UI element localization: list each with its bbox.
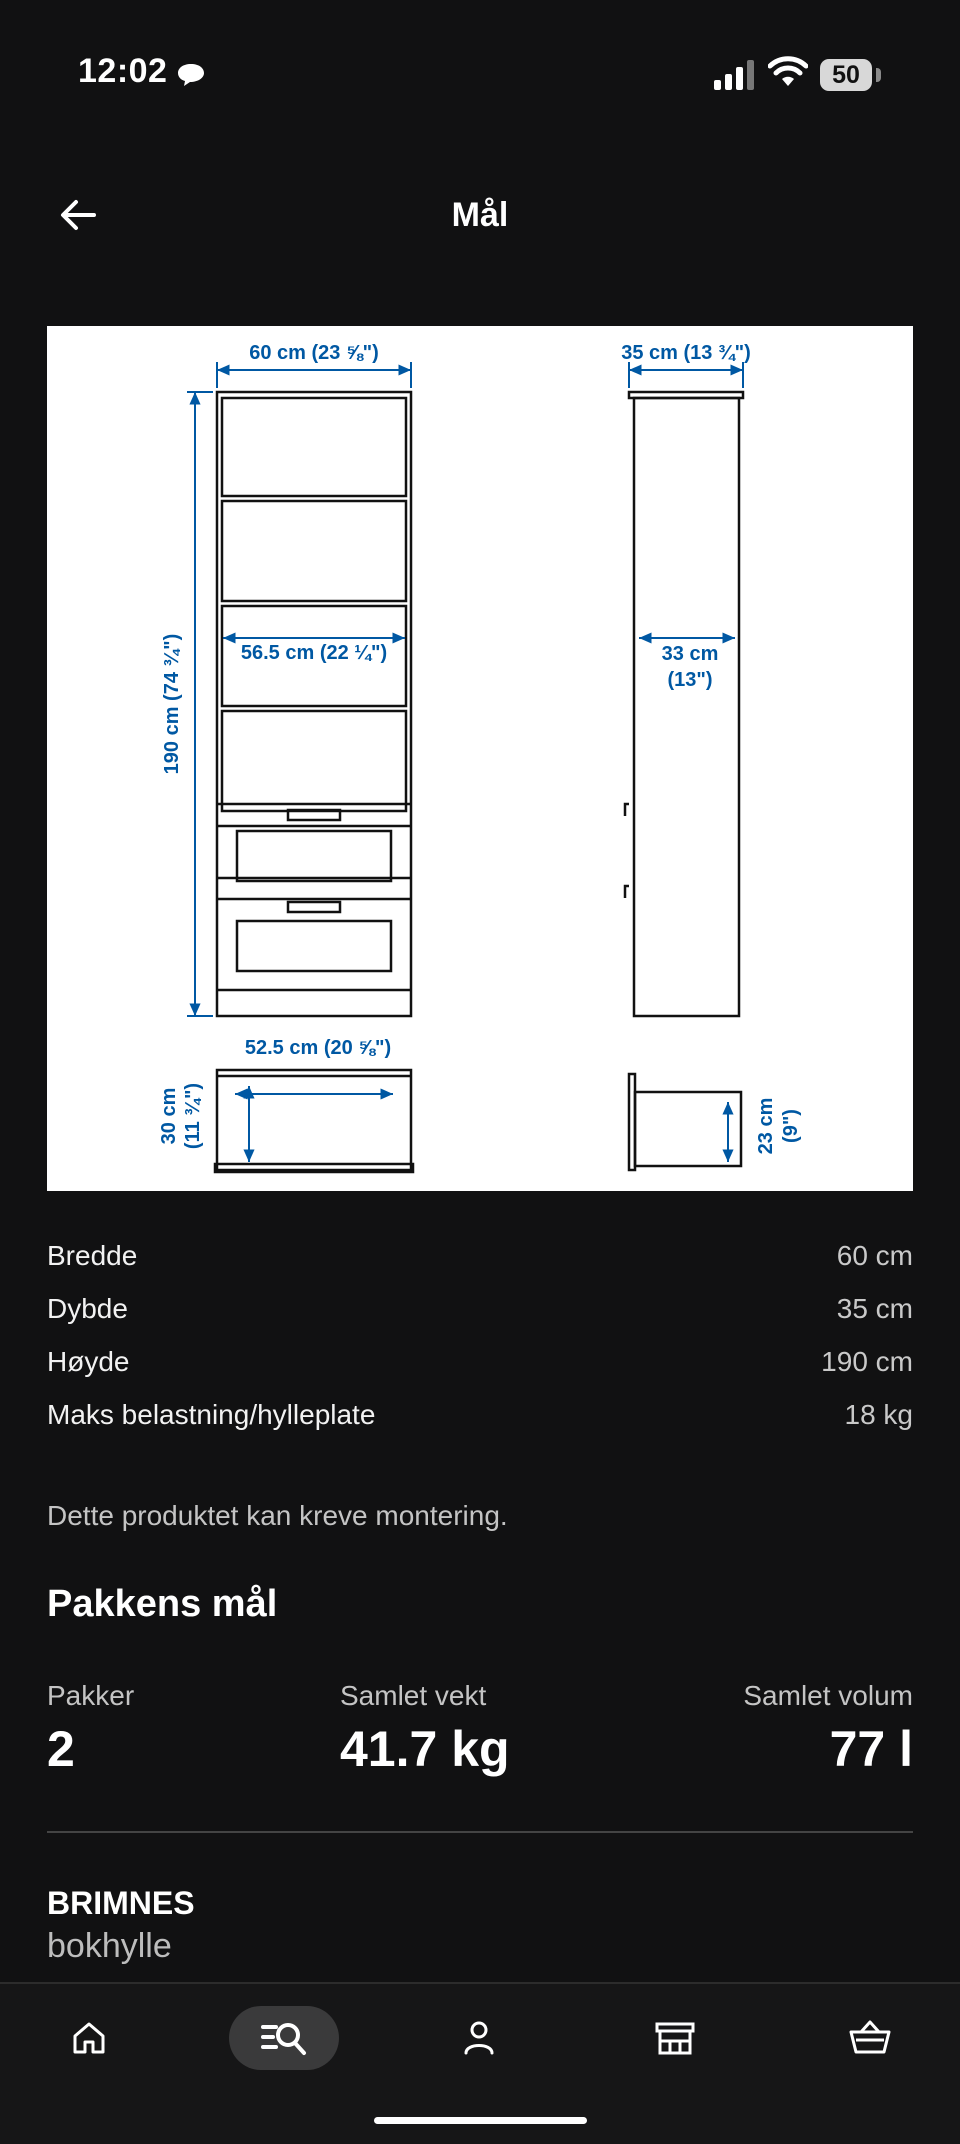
nav-cart[interactable] xyxy=(815,2006,925,2070)
nav-profile[interactable] xyxy=(424,2006,534,2070)
label-height: 190 cm (74 ¾") xyxy=(161,633,183,775)
product-name: BRIMNES xyxy=(47,1885,195,1921)
packages-label: Pakker xyxy=(47,1680,135,1711)
store-icon xyxy=(654,2018,696,2058)
assembly-note: Dette produktet kan kreve montering. xyxy=(47,1500,508,1531)
dimension-row-height xyxy=(47,1346,913,1399)
label-drawer-width: 52.5 cm (20 ⅝") xyxy=(244,1037,392,1059)
label-side-depth: 35 cm (13 ¾") xyxy=(621,342,751,364)
volume-label: Samlet volum xyxy=(743,1680,913,1711)
battery-indicator: 50 xyxy=(820,59,872,91)
label-inner-depth-cm: 33 cm xyxy=(661,643,719,665)
dimension-value: 190 cm xyxy=(821,1346,913,1377)
cellular-signal-icon xyxy=(714,60,756,90)
weight-label: Samlet vekt xyxy=(340,1680,487,1711)
chat-bubble-icon xyxy=(176,62,206,88)
bottom-navigation xyxy=(0,1982,960,2144)
dimension-value: 18 kg xyxy=(844,1399,913,1430)
person-icon xyxy=(459,2018,499,2058)
bookcase-drawing xyxy=(47,326,913,1191)
dimension-value: 35 cm xyxy=(836,1293,913,1324)
section-divider xyxy=(47,1831,913,1833)
package-section-title: Pakkens mål xyxy=(47,1583,278,1625)
dimension-label: Høyde xyxy=(47,1346,130,1377)
label-drawer-height-cm: 30 cm xyxy=(158,1087,180,1145)
nav-search[interactable] xyxy=(229,2006,339,2070)
dimension-row-max-load xyxy=(47,1399,913,1452)
product-type: bokhylle xyxy=(47,1927,172,1965)
battery-nub xyxy=(876,68,881,82)
label-drawer-depth-cm: 23 cm xyxy=(755,1097,777,1155)
status-bar xyxy=(0,0,960,150)
label-drawer-height-in: (11 ¾") xyxy=(182,1082,204,1150)
page-header xyxy=(0,160,960,270)
label-top-width: 60 cm (23 ⅝") xyxy=(249,342,379,364)
label-inner-depth-in: (13") xyxy=(667,669,713,691)
dimension-diagram xyxy=(47,326,913,1191)
dimension-label: Bredde xyxy=(47,1240,138,1271)
dimension-value: 60 cm xyxy=(836,1240,913,1271)
dimension-label: Maks belastning/hylleplate xyxy=(47,1399,376,1430)
dimension-row-width xyxy=(47,1240,913,1293)
search-list-icon xyxy=(260,2018,308,2058)
dimension-label: Dybde xyxy=(47,1293,128,1324)
label-inner-width: 56.5 cm (22 ¼") xyxy=(240,642,388,664)
nav-stores[interactable] xyxy=(620,2006,730,2070)
packages-value: 2 xyxy=(47,1721,75,1777)
page-title: Mål xyxy=(451,196,509,234)
weight-value: 41.7 kg xyxy=(340,1721,510,1777)
basket-icon xyxy=(848,2018,892,2058)
home-icon xyxy=(69,2018,109,2058)
dimensions-list xyxy=(47,1240,913,1452)
home-indicator[interactable] xyxy=(374,2117,587,2124)
status-time: 12:02 xyxy=(78,52,168,90)
volume-value: 77 l xyxy=(829,1721,913,1777)
label-drawer-depth-in: (9") xyxy=(780,1109,802,1143)
dimension-row-depth xyxy=(47,1293,913,1346)
nav-home[interactable] xyxy=(34,2006,144,2070)
wifi-icon xyxy=(768,56,808,88)
